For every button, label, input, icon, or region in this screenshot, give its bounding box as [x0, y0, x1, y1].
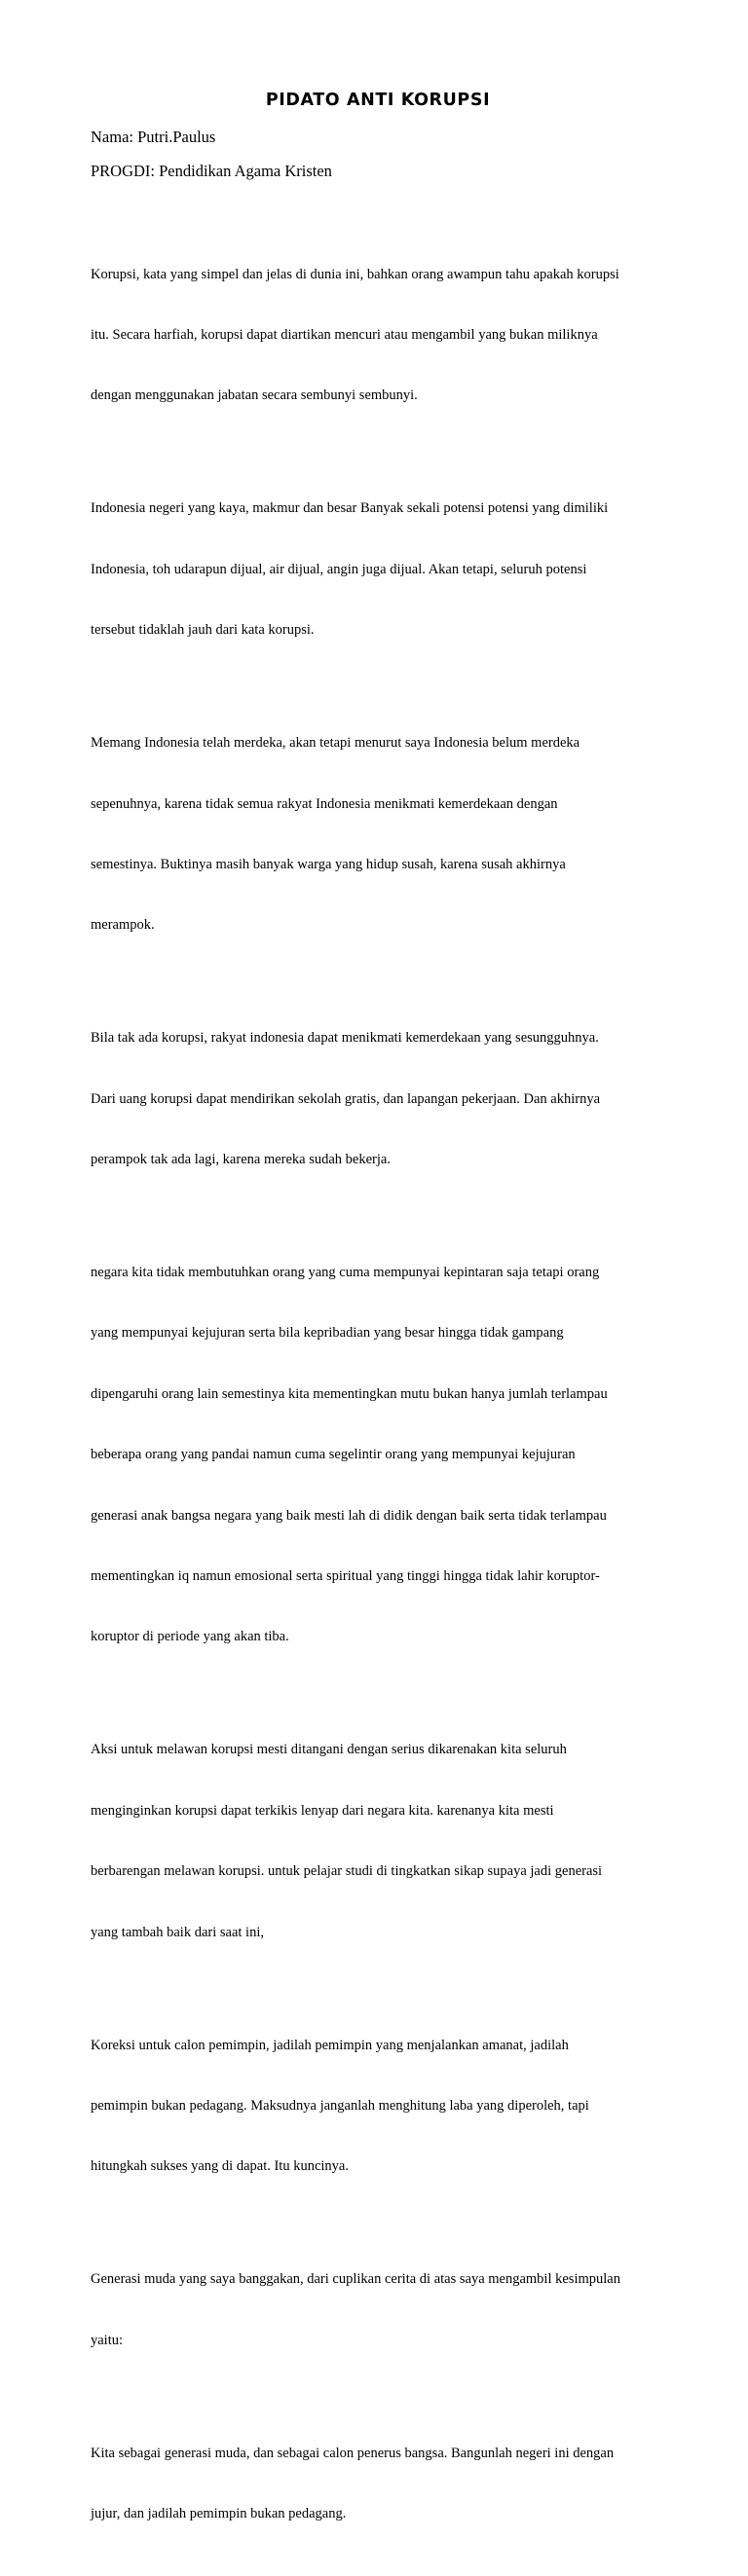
paragraph [91, 1995, 665, 2218]
paragraph [91, 2403, 665, 2564]
paragraph-line: Memang Indonesia telah merdeka, akan tetapi menurut saya Indonesia belum merdeka [91, 735, 580, 752]
paragraph-line: Dari uang korupsi dapat mendirikan sekolah gratis, dan lapangan pekerjaan. Dan akhirnya [91, 1090, 601, 1107]
paragraph-line: dengan menggunakan jabatan secara sembunyi sembunyi. [91, 387, 418, 404]
author-name-line: Nama: Putri.Paulus [91, 128, 216, 146]
paragraph-line: yang mempunyai kejujuran serta bila kepribadian yang besar hingga tidak gampang [91, 1325, 564, 1342]
paragraph-line: jujur, dan jadilah pemimpin bukan pedagang. [91, 2506, 347, 2522]
paragraph-line: negara kita tidak membutuhkan orang yang cuma mempunyai kepintaran saja tetapi orang [91, 1265, 600, 1281]
study-program-line: PROGDI: Pendidikan Agama Kristen [91, 162, 332, 180]
paragraph [91, 224, 665, 447]
paragraph-line: tersebut tidaklah jauh dari kata korupsi. [91, 622, 315, 639]
paragraph-line: Aksi untuk melawan korupsi mesti ditangani dengan serius dikarenakan kita seluruh [91, 1742, 567, 1758]
paragraph-line: Korupsi, kata yang simpel dan jelas di dunia ini, bahkan orang awampun tahu apakah korupsi [91, 266, 619, 282]
paragraph-line: Indonesia negeri yang kaya, makmur dan besar Banyak sekali potensi potensi yang dimiliki [91, 500, 609, 517]
paragraph-line: beberapa orang yang pandai namun cuma segelintir orang yang mempunyai kejujuran [91, 1447, 576, 1463]
paragraph-line: generasi anak bangsa negara yang baik mesti lah di didik dengan baik serta tidak terlampau [91, 1507, 607, 1524]
paragraph-line: Koreksi untuk calon pemimpin, jadilah pemimpin yang menjalankan amanat, jadilah [91, 2037, 569, 2053]
paragraph [91, 1222, 665, 1687]
paragraph-line: koruptor di periode yang akan tiba. [91, 1629, 289, 1645]
paragraph-line: perampok tak ada lagi, karena mereka sudah bekerja. [91, 1152, 391, 1168]
paragraph-line: pemimpin bukan pedagang. Maksudnya janganlah menghitung laba yang diperoleh, tapi [91, 2097, 589, 2114]
paragraph [91, 693, 665, 976]
paragraph-line: berbarengan melawan korupsi. untuk pelajar studi di tingkatkan sikap supaya jadi generasi [91, 1863, 603, 1880]
paragraph [91, 2229, 665, 2391]
paragraph [91, 459, 665, 681]
paragraph-line: Bila tak ada korupsi, rakyat indonesia dapat menikmati kemerdekaan yang sesungguhnya. [91, 1030, 599, 1047]
paragraph-line: sepenuhnya, karena tidak semua rakyat Indonesia menikmati kemerdekaan dengan [91, 795, 558, 812]
paragraph-line: hitungkah sukses yang di dapat. Itu kuncinya. [91, 2158, 349, 2175]
paragraph-line: mementingkan iq namun emosional serta spiritual yang tinggi hingga tidak lahir koruptor- [91, 1568, 600, 1584]
paragraph-line: dipengaruhi orang lain semestinya kita mementingkan mutu bukan hanya jumlah terlampau [91, 1385, 608, 1402]
paragraph [91, 988, 665, 1211]
paragraph-line: semestinya. Buktinya masih banyak warga yang hidup susah, karena susah akhirnya [91, 856, 566, 872]
paragraph-line: itu. Secara harfiah, korupsi dapat diartikan mencuri atau mengambil yang bukan miliknya [91, 326, 598, 343]
paragraph [91, 1700, 665, 1983]
paragraph-line: Indonesia, toh udarapun dijual, air dijual, angin juga dijual. Akan tetapi, seluruh potensi [91, 561, 587, 577]
document-title: PIDATO ANTI KORUPSI [265, 91, 491, 110]
paragraph-line: yaitu: [91, 2332, 124, 2348]
paragraph-line: Generasi muda yang saya banggakan, dari cuplikan cerita di atas saya mengambil kesimpulan [91, 2271, 620, 2288]
paragraph-line: yang tambah baik dari saat ini, [91, 1924, 264, 1940]
paragraph-line: merampok. [91, 917, 155, 934]
paragraph-line: Kita sebagai generasi muda, dan sebagai calon penerus bangsa. Bangunlah negeri ini dengan [91, 2445, 615, 2461]
speech-body [91, 224, 665, 2576]
paragraph-line: menginginkan korupsi dapat terkikis lenyap dari negara kita. karenanya kita mesti [91, 1802, 554, 1819]
